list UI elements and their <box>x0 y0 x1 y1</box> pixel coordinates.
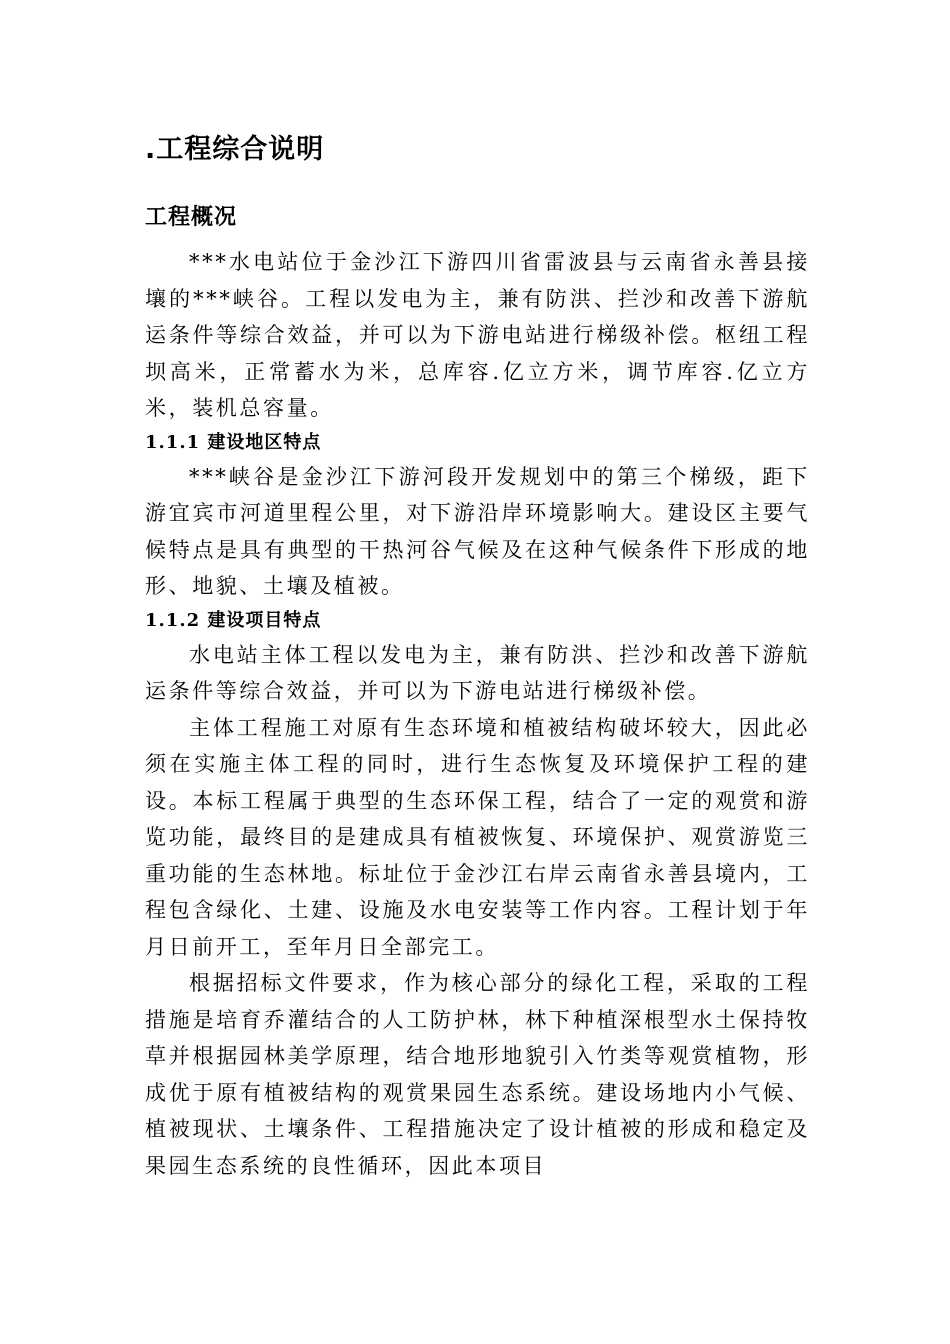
chapter-heading: .工程综合说明 <box>145 134 325 165</box>
subsection-2-paragraph-3: 根据招标文件要求，作为核心部分的绿化工程，采取的工程措施是培育乔灌结合的人工防护林，林下种植深根型水土保持牧草并根据园林美学原理，结合地形地貌引入竹类等观赏植物，形成优于原有植被结构的观赏果园生态系统。建设场地内小气候、植被现状、土壤条件、工程措施决定了设计植被的形成和稳定及果园生态系统的良性循环，因此本项目 <box>145 971 810 1178</box>
subsection-1-paragraph: ***峡谷是金沙江下游河段开发规划中的第三个梯级，距下游宜宾市河道里程公里，对下游沿岸环境影响大。建设区主要气候特点是具有典型的干热河谷气候及在这种气候条件下形成的地形、地貌、土壤及植被。 <box>145 464 810 598</box>
intro-paragraph: ***水电站位于金沙江下游四川省雷波县与云南省永善县接壤的***峡谷。工程以发电为主，兼有防洪、拦沙和改善下游航运条件等综合效益，并可以为下游电站进行梯级补偿。枢纽工程坝高米，正常蓄水为米，总库容.亿立方米，调节库容.亿立方米，装机总容量。 <box>145 250 810 420</box>
subsection-2-paragraph-1: 水电站主体工程以发电为主，兼有防洪、拦沙和改善下游航运条件等综合效益，并可以为下游电站进行梯级补偿。 <box>145 642 810 703</box>
subsection-heading-2: 1.1.2 建设项目特点 <box>145 609 322 631</box>
subsection-2-paragraph-2: 主体工程施工对原有生态环境和植被结构破坏较大，因此必须在实施主体工程的同时，进行生态恢复及环境保护工程的建设。本标工程属于典型的生态环保工程，结合了一定的观赏和游览功能，最终目的是建成具有植被恢复、环境保护、观赏游览三重功能的生态林地。标址位于金沙江右岸云南省永善县境内，工程包含绿化、土建、设施及水电安装等工作内容。工程计划于年月日前开工，至年月日全部完工。 <box>145 715 810 959</box>
subsection-heading-1: 1.1.1 建设地区特点 <box>145 431 322 453</box>
document-body <box>145 128 810 1184</box>
section-heading: 工程概况 <box>145 205 238 230</box>
